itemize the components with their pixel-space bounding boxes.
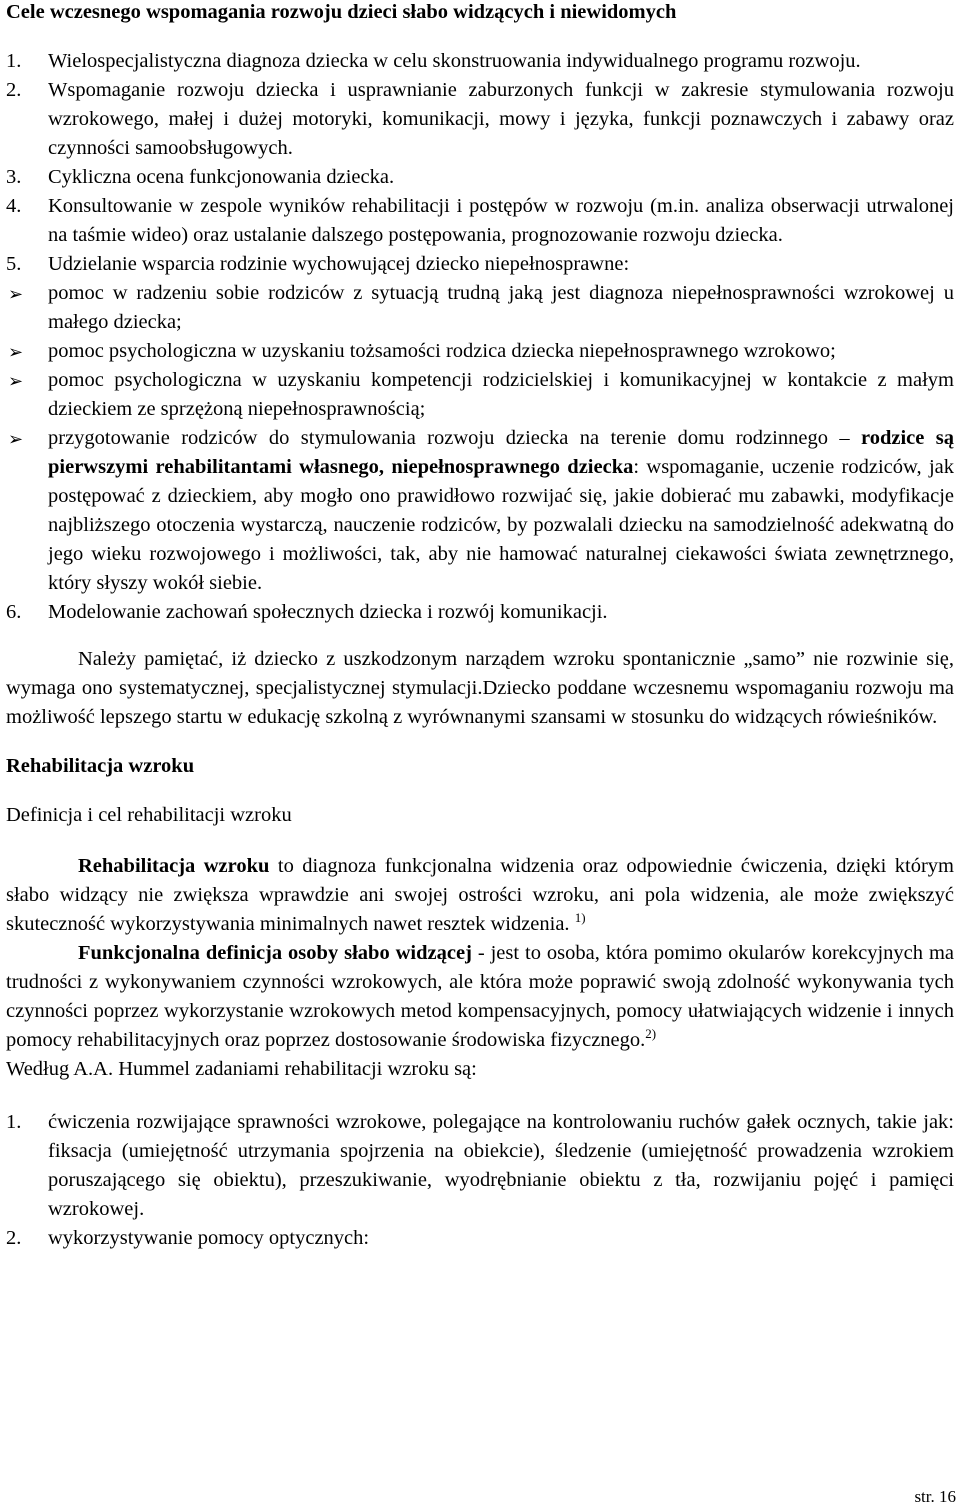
support-item-text: pomoc w radzeniu sobie rodziców z sytuacją trudną jaką jest diagnoza niepełnosprawności wzrokowej u małego dziecka; (48, 282, 954, 333)
document-title: Cele wczesnego wspomagania rozwoju dzieci słabo widzących i niewidomych (6, 1, 677, 23)
list-item-text: ćwiczenia rozwijające sprawności wzrokowe, polegające na kontrolowaniu ruchów gałek ocznych, takie jak: fiksacja (umiejętność utrzymania spojrzenia na obiekcie), śledzenie (umiejętność prowadzenia wzrokiem poruszającego się obiektu), przeszukiwanie, wyodrębnianie obiektu z tła, rozwijaniu pojęć i pamięci wzrokowej. (48, 1111, 954, 1220)
list-item (6, 250, 954, 598)
list-number: 2. (6, 79, 22, 101)
list-number: 4. (6, 195, 22, 217)
arrow-bullet-icon: ➢ (8, 284, 24, 305)
list-item (6, 163, 954, 192)
support-item-text: pomoc psychologiczna w uzyskaniu kompetencji rodzicielskiej i komunikacyjnej w kontakcie z małym dzieckiem ze sprzężoną niepełnosprawnością; (48, 369, 954, 420)
list-item (6, 1224, 954, 1253)
list-number: 1. (6, 1111, 22, 1133)
list-item (6, 76, 954, 163)
arrow-bullet-icon: ➢ (8, 429, 24, 450)
arrow-bullet-icon: ➢ (8, 342, 24, 363)
support-item (6, 279, 954, 337)
list-item-text: Cykliczna ocena funkcjonowania dziecka. (48, 166, 395, 188)
list-number: 6. (6, 601, 22, 623)
list-item (6, 192, 954, 250)
list-item-text: Modelowanie zachowań społecznych dziecka i rozwój komunikacji. (48, 601, 608, 623)
support-list (6, 279, 954, 598)
page-number: str. 16 (914, 1487, 956, 1506)
definition-text: to diagnoza funkcjonalna widzenia oraz odpowiednie ćwiczenia, dzięki którym słabo widzący nie zwiększa wprawdzie ani swojej ostrości wzroku, ani pola widzenia, ale może zwiększyć skuteczność wykorzystywania minimalnych nawet resztek widzenia. (6, 855, 954, 935)
footnote-ref: 1) (574, 910, 586, 925)
list-number: 1. (6, 50, 22, 72)
document-page (6, 0, 954, 1253)
support-item-rest: : wspomaganie, uczenie rodziców, jak postępować z dzieckiem, aby mogło ono prawidłowo rozwijać się, jakie dobierać mu zabawki, modyfikacje najbliższego otoczenia wystarczą, nauczenie rodziców, by pozwalali dziecku na samodzielność adekwatną do jego wieku rozwojowego i możliwości, tak, aby nie hamować naturalnej ciekawości świata zewnętrznego, który słyszy wokół siebie. (48, 456, 954, 594)
list-item-text: Wielospecjalistyczna diagnoza dziecka w celu skonstruowania indywidualnego programu rozwoju. (48, 50, 861, 72)
support-item (6, 337, 954, 366)
list-number: 3. (6, 166, 22, 188)
support-item (6, 366, 954, 424)
list-number: 5. (6, 253, 22, 275)
tasks-list (6, 1108, 954, 1253)
list-item-text: Konsultowanie w zespole wyników rehabilitacji i postępów w rozwoju (m.in. analiza obserwacji utrwalonej na taśmie wideo) oraz ustalanie dalszego postępowania, prognozowanie rozwoju dziecka. (48, 195, 954, 246)
list-item (6, 598, 954, 627)
paragraph-remember: Należy pamiętać, iż dziecko z uszkodzonym narządem wzroku spontanicznie „samo” nie rozwinie się, wymaga ono systematycznej, specjalistycznej stymulacji.Dziecko poddane wczesnemu wspomaganiu rozwoju ma możliwość lepszego startu w edukację szkolną z wyrównanymi szansami w stosunku do widzących rówieśników. (6, 648, 954, 728)
hummel-intro: Według A.A. Hummel zadaniami rehabilitacji wzroku są: (6, 1058, 477, 1080)
goals-list (6, 47, 954, 627)
support-item (6, 424, 954, 598)
definition-text: - jest to osoba, która pomimo okularów korekcyjnych ma trudności z wykonywaniem czynności wzrokowych, ale która może poprawić swoją zdolność wykonywania tych czynności poprzez wykorzystanie wzrokowych metod kompensacyjnych, pomocy ułatwiających widzenie i innych pomocy rehabilitacyjnych oraz poprzez dostosowanie środowiska fizycznego. (6, 942, 954, 1051)
list-number: 2. (6, 1227, 22, 1249)
list-item (6, 1108, 954, 1224)
support-item-emphasis: rodzice są pierwszymi rehabilitantami własnego, niepełnosprawnego dziecka (48, 427, 954, 478)
support-item-lead: przygotowanie rodziców do stymulowania rozwoju dziecka na terenie domu rodzinnego – (48, 427, 861, 449)
list-item (6, 47, 954, 76)
footnote-ref: 2) (645, 1026, 657, 1041)
definition-term: Funkcjonalna definicja osoby słabo widzącej (78, 942, 472, 964)
definition-term: Rehabilitacja wzroku (78, 855, 270, 877)
subsection-title: Definicja i cel rehabilitacji wzroku (6, 804, 292, 826)
arrow-bullet-icon: ➢ (8, 371, 24, 392)
section-title: Rehabilitacja wzroku (6, 755, 195, 777)
definition-rehabilitation (6, 852, 954, 939)
support-item-text: pomoc psychologiczna w uzyskaniu tożsamości rodzica dziecka niepełnosprawnego wzrokowo; (48, 340, 836, 362)
definition-low-vision (6, 939, 954, 1055)
list-item-text: wykorzystywanie pomocy optycznych: (48, 1227, 370, 1249)
list-item-text: Wspomaganie rozwoju dziecka i usprawnianie zaburzonych funkcji w zakresie stymulowania rozwoju wzrokowego, małej i dużej motoryki, komunikacji, mowy i języka, funkcji poznawczych i zabawy oraz czynności samoobsługowych. (48, 79, 954, 159)
list-item-text: Udzielanie wsparcia rodzinie wychowującej dziecko niepełnosprawne: (48, 253, 630, 275)
